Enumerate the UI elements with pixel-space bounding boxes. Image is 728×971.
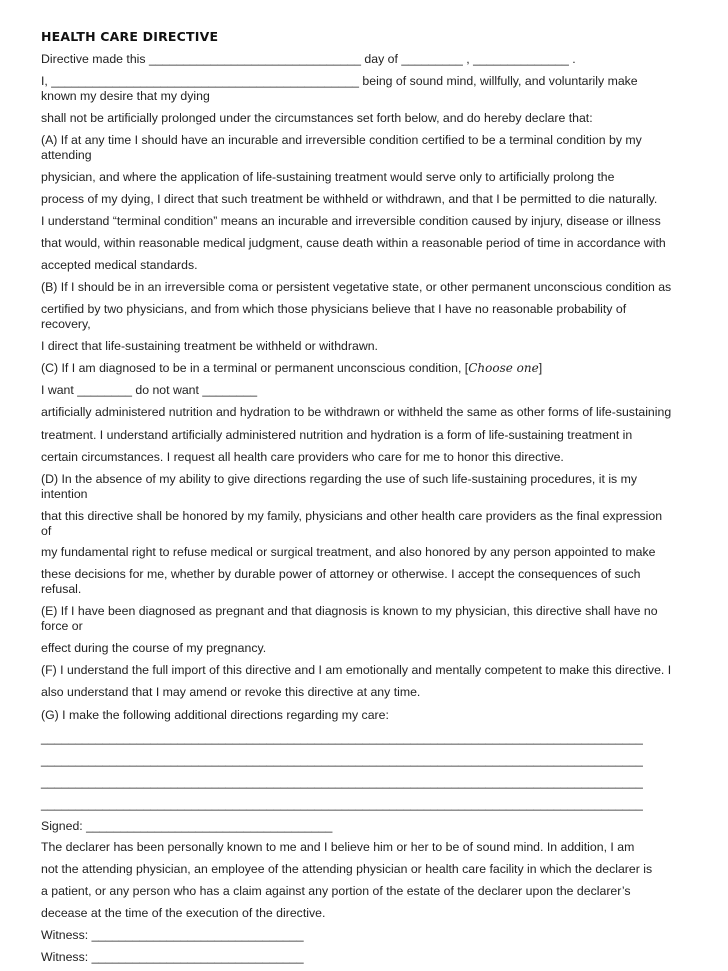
section-c-line-3: treatment. I understand artificially administered nutrition and hydration is a form of life-sustaining treatment in <box>41 428 633 442</box>
signed-line: Signed: ____________________________________ <box>41 819 333 833</box>
witness-statement-line-1: The declarer has been personally known to me and I believe him or her to be of sound mind. In addition, I am <box>41 840 635 854</box>
section-b-line-3: I direct that life-sustaining treatment be withheld or withdrawn. <box>41 339 378 353</box>
witness-line-2: Witness: _______________________________ <box>41 950 304 964</box>
section-d-line-2: that this directive shall be honored by my family, physicians and other health care providers as the final expression of <box>41 509 663 538</box>
witness-statement-line-4: decease at the time of the execution of the directive. <box>41 906 326 920</box>
document-title: HEALTH CARE DIRECTIVE <box>41 29 219 44</box>
section-f-line-2: also understand that I may amend or revoke this directive at any time. <box>41 685 421 699</box>
section-c-line-2: artificially administered nutrition and hydration to be withdrawn or withheld the same as other forms of life-sustaining <box>41 405 672 419</box>
additional-directions-blank-2: ________________________________________________________________________________________ <box>41 753 643 767</box>
witness-line-1: Witness: _______________________________ <box>41 928 304 942</box>
section-a-line-5: that would, within reasonable medical judgment, cause death within a reasonable period of time in accordance with <box>41 236 666 250</box>
want-choice-line: I want ________ do not want ________ <box>41 383 258 397</box>
witness-statement-line-3: a patient, or any person who has a claim against any portion of the estate of the declarer upon the declarer’s <box>41 884 631 898</box>
section-e-line-2: effect during the course of my pregnancy. <box>41 641 267 655</box>
section-c-line-4: certain circumstances. I request all health care providers who care for me to honor this directive. <box>41 450 564 464</box>
additional-directions-blank-1: ________________________________________________________________________________________ <box>41 731 643 745</box>
section-c-text: (C) If I am diagnosed to be in a terminal or permanent unconscious condition, [ <box>41 361 469 375</box>
section-b-line-1: (B) If I should be in an irreversible coma or persistent vegetative state, or other permanent unconscious condition as <box>41 280 672 294</box>
section-a-line-3: process of my dying, I direct that such treatment be withheld or withdrawn, and that I be permitted to die naturally. <box>41 192 658 206</box>
additional-directions-blank-4: ________________________________________________________________________________________ <box>41 797 643 811</box>
section-b-line-2: certified by two physicians, and from which those physicians believe that I have no reasonable probability of recovery, <box>41 302 627 331</box>
section-d-line-3: my fundamental right to refuse medical or surgical treatment, and also honored by any person appointed to make <box>41 545 656 559</box>
witness-statement-line-2: not the attending physician, an employee of the attending physician or health care facility in which the declarer is <box>41 862 653 876</box>
section-d-line-4: these decisions for me, whether by durable power of attorney or otherwise. I accept the consequences of such refusal. <box>41 567 641 596</box>
section-a-line-6: accepted medical standards. <box>41 258 198 272</box>
section-a-line-1: (A) If at any time I should have an incurable and irreversible condition certified to be a terminal condition by my attending <box>41 133 642 162</box>
section-g-line: (G) I make the following additional directions regarding my care: <box>41 708 389 722</box>
declarant-name-line: I, _____________________________________________ being of sound mind, willfully, and voluntarily make known my desire that my dying <box>41 74 638 103</box>
section-a-line-4: I understand “terminal condition” means an incurable and irreversible condition caused by injury, disease or illness <box>41 214 661 228</box>
additional-directions-blank-3: ________________________________________________________________________________________ <box>41 775 643 789</box>
section-c-line-1 <box>41 361 681 376</box>
section-f-line-1: (F) I understand the full import of this directive and I am emotionally and mentally competent to make this directive. I <box>41 663 672 677</box>
directive-date-line: Directive made this _______________________________ day of _________ , ______________ . <box>41 52 576 66</box>
declaration-intro-line: shall not be artificially prolonged under the circumstances set forth below, and do hereby declare that: <box>41 111 593 125</box>
section-a-line-2: physician, and where the application of life-sustaining treatment would serve only to artificially prolong the <box>41 170 615 184</box>
choose-one-label: Choose one <box>468 361 539 375</box>
choose-one-bracket: ] <box>538 361 543 375</box>
section-d-line-1: (D) In the absence of my ability to give directions regarding the use of such life-sustaining procedures, it is my intention <box>41 472 638 501</box>
section-e-line-1: (E) If I have been diagnosed as pregnant and that diagnosis is known to my physician, this directive shall have no force or <box>41 604 658 633</box>
